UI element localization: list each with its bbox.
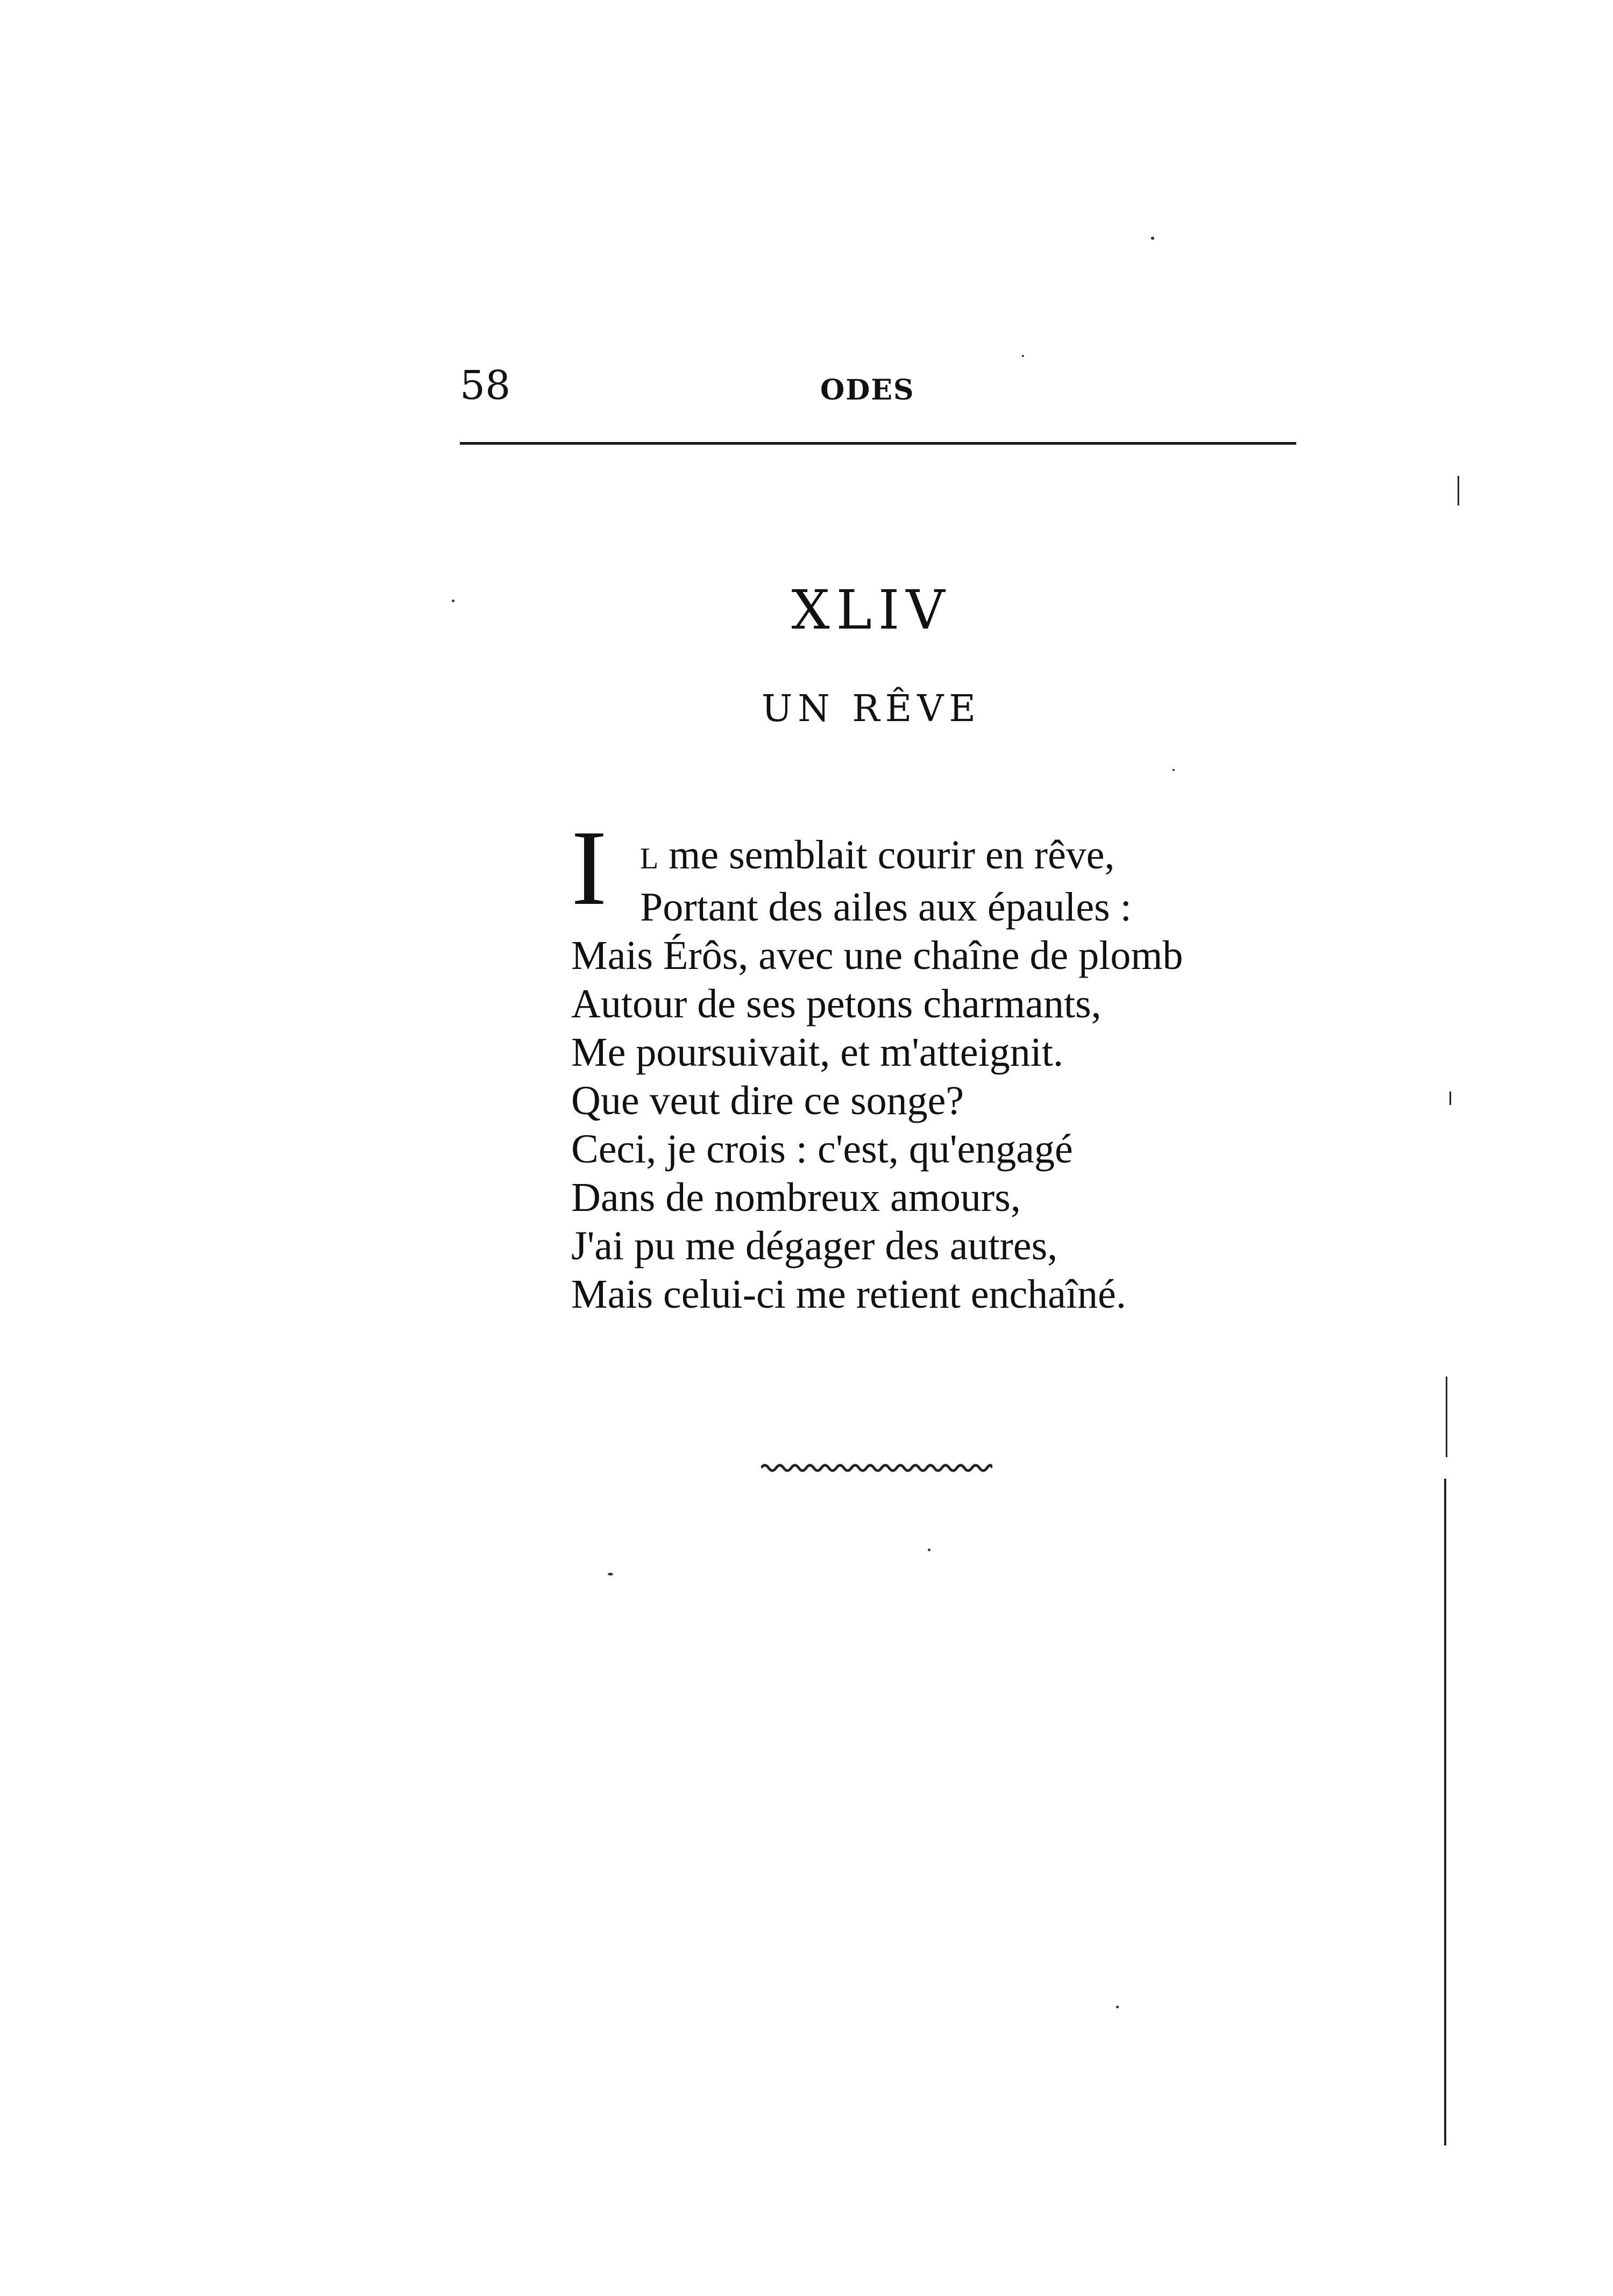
wavy-ornament (761, 1460, 992, 1476)
wavy-ornament-line (761, 1465, 992, 1471)
scan-speck (1173, 769, 1175, 771)
verse-line: J'ai pu me dégager des autres, (571, 1223, 1058, 1268)
verse-line: Ceci, je crois : c'est, qu'engagé (571, 1126, 1073, 1172)
drop-cap: I (571, 809, 607, 928)
scan-speck (608, 1573, 613, 1575)
scan-speck (1116, 2006, 1119, 2008)
verse-line: Portant des ailes aux épaules : (640, 885, 1132, 930)
page-number: 58 (460, 362, 511, 409)
scan-speck (928, 1549, 930, 1551)
header-rule (460, 442, 1296, 445)
verse-line: Mais celui-ci me retient enchaîné. (571, 1272, 1126, 1317)
scan-speck (452, 600, 454, 602)
poem-number: XLIV (791, 579, 951, 641)
verse-first-line-text: me semblait courir en rêve, (658, 832, 1115, 878)
margin-mark (1458, 476, 1459, 505)
verse-smallcap: L (640, 842, 659, 875)
margin-mark (1449, 1092, 1451, 1105)
verse-line: Que veut dire ce songe? (571, 1078, 964, 1123)
verse-line: Dans de nombreux amours, (571, 1175, 1021, 1220)
verse-line: Autour de ses petons charmants, (571, 981, 1102, 1026)
poem-title: UN RÊVE (761, 688, 981, 730)
margin-mark (1444, 1479, 1446, 2145)
running-head: ODES (820, 374, 915, 407)
verse-line (571, 831, 1217, 883)
margin-mark (1446, 1377, 1447, 1457)
verse-line: Mais Érôs, avec une chaîne de plomb (571, 933, 1183, 978)
scan-speck (1151, 237, 1154, 240)
verse-line: Me poursuivait, et m'atteignit. (571, 1030, 1063, 1075)
scan-speck (1022, 355, 1024, 357)
poem-verse (571, 831, 1217, 1318)
